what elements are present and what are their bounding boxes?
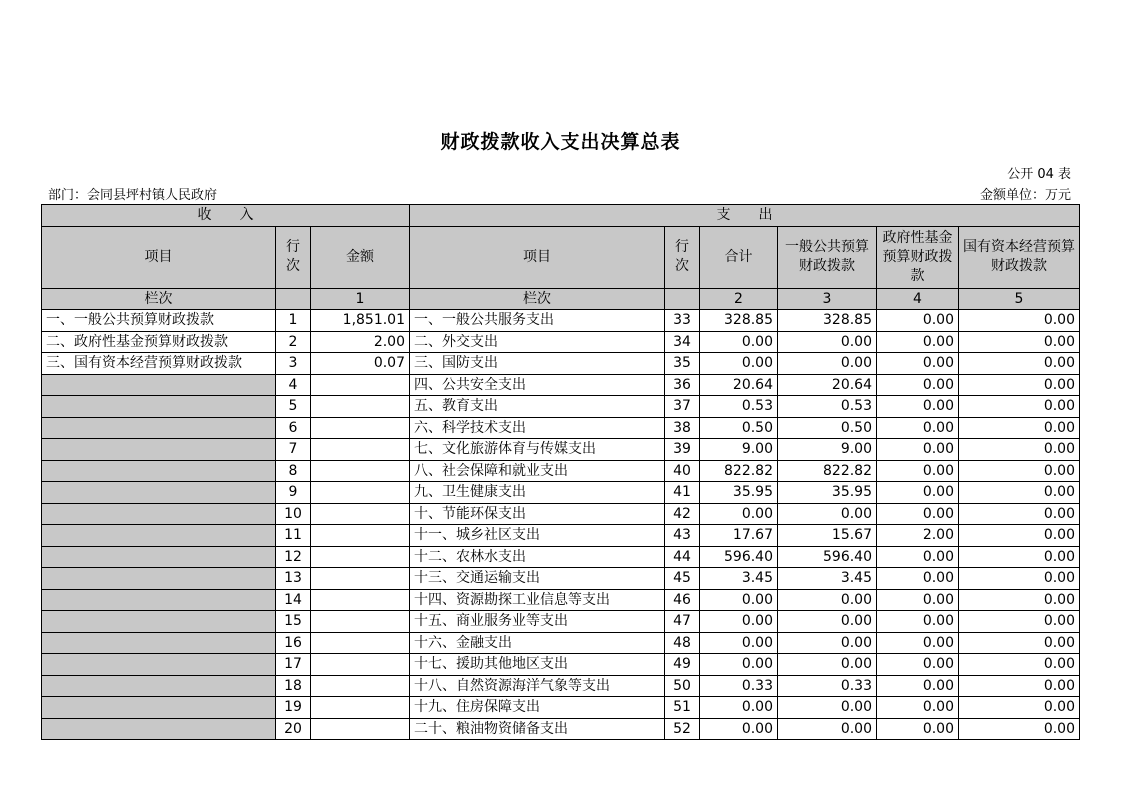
col-no-5: 5 — [959, 288, 1080, 310]
expense-item-cell: 十二、农林水支出 — [410, 546, 665, 568]
expense-state-cell: 0.00 — [959, 374, 1080, 396]
income-amount-cell — [311, 632, 410, 654]
expense-fund-cell: 0.00 — [877, 632, 959, 654]
expense-state-cell: 0.00 — [959, 718, 1080, 740]
expense-total-cell: 0.50 — [700, 417, 778, 439]
income-row-number: 7 — [276, 439, 311, 461]
income-item-cell — [42, 396, 276, 418]
table-row — [42, 331, 1080, 353]
income-item-cell — [42, 503, 276, 525]
col-header-fund: 政府性基金预算财政拨款 — [877, 226, 959, 288]
expense-fund-cell: 2.00 — [877, 525, 959, 547]
expense-general-cell: 0.00 — [778, 611, 877, 633]
expense-general-cell: 0.00 — [778, 718, 877, 740]
expense-total-cell: 9.00 — [700, 439, 778, 461]
expense-general-cell: 0.00 — [778, 589, 877, 611]
expense-fund-cell: 0.00 — [877, 568, 959, 590]
form-number: 公开 04 表 — [1007, 167, 1071, 182]
income-row-number: 9 — [276, 482, 311, 504]
expense-general-cell: 822.82 — [778, 460, 877, 482]
col-no-2: 2 — [700, 288, 778, 310]
income-row-number: 5 — [276, 396, 311, 418]
expense-row-number: 49 — [665, 654, 700, 676]
expense-row-number: 41 — [665, 482, 700, 504]
expense-item-cell: 六、科学技术支出 — [410, 417, 665, 439]
expense-item-cell: 二、外交支出 — [410, 331, 665, 353]
col-no-3: 3 — [778, 288, 877, 310]
table-row — [42, 697, 1080, 719]
expense-item-cell: 一、一般公共服务支出 — [410, 310, 665, 332]
expense-fund-cell: 0.00 — [877, 417, 959, 439]
expense-general-cell: 0.00 — [778, 353, 877, 375]
expense-state-cell: 0.00 — [959, 654, 1080, 676]
col-header-expense-row: 行次 — [665, 226, 700, 288]
expense-total-cell: 17.67 — [700, 525, 778, 547]
income-row-number: 17 — [276, 654, 311, 676]
expense-state-cell: 0.00 — [959, 546, 1080, 568]
income-amount-cell: 2.00 — [311, 331, 410, 353]
income-row-number: 19 — [276, 697, 311, 719]
expense-state-cell: 0.00 — [959, 396, 1080, 418]
expense-general-cell: 9.00 — [778, 439, 877, 461]
expense-total-cell: 0.00 — [700, 697, 778, 719]
expense-row-number: 40 — [665, 460, 700, 482]
expense-row-number: 46 — [665, 589, 700, 611]
income-row-number: 14 — [276, 589, 311, 611]
income-row-number: 6 — [276, 417, 311, 439]
table-row — [42, 417, 1080, 439]
table-row — [42, 503, 1080, 525]
expense-item-cell: 十七、援助其他地区支出 — [410, 654, 665, 676]
income-row-number: 18 — [276, 675, 311, 697]
expense-general-cell: 3.45 — [778, 568, 877, 590]
expense-state-cell: 0.00 — [959, 331, 1080, 353]
expense-state-cell: 0.00 — [959, 310, 1080, 332]
income-item-cell — [42, 589, 276, 611]
income-row-number: 4 — [276, 374, 311, 396]
expense-total-cell: 0.00 — [700, 611, 778, 633]
table-row — [42, 632, 1080, 654]
expense-general-cell: 0.33 — [778, 675, 877, 697]
expense-row-number: 50 — [665, 675, 700, 697]
col-header-state: 国有资本经营预算财政拨款 — [959, 226, 1080, 288]
income-row-number: 11 — [276, 525, 311, 547]
income-row-number: 13 — [276, 568, 311, 590]
table-row — [42, 482, 1080, 504]
page-title: 财政拨款收入支出决算总表 — [440, 131, 681, 153]
expense-general-cell: 0.53 — [778, 396, 877, 418]
expense-general-cell: 20.64 — [778, 374, 877, 396]
expense-fund-cell: 0.00 — [877, 611, 959, 633]
expense-general-cell: 0.00 — [778, 654, 877, 676]
expense-total-cell: 0.33 — [700, 675, 778, 697]
income-item-cell — [42, 568, 276, 590]
expense-row-number: 44 — [665, 546, 700, 568]
expense-fund-cell: 0.00 — [877, 396, 959, 418]
income-amount-cell — [311, 482, 410, 504]
col-header-total: 合计 — [700, 226, 778, 288]
expense-item-cell: 十九、住房保障支出 — [410, 697, 665, 719]
expense-item-cell: 十五、商业服务业等支出 — [410, 611, 665, 633]
expense-fund-cell: 0.00 — [877, 460, 959, 482]
expense-state-cell: 0.00 — [959, 675, 1080, 697]
expense-total-cell: 596.40 — [700, 546, 778, 568]
expense-item-cell: 四、公共安全支出 — [410, 374, 665, 396]
expense-item-cell: 十八、自然资源海洋气象等支出 — [410, 675, 665, 697]
income-item-cell: 二、政府性基金预算财政拨款 — [42, 331, 276, 353]
col-no-4: 4 — [877, 288, 959, 310]
expense-item-cell: 五、教育支出 — [410, 396, 665, 418]
expense-state-cell: 0.00 — [959, 482, 1080, 504]
expense-total-cell: 0.00 — [700, 589, 778, 611]
table-row — [42, 525, 1080, 547]
amount-unit-label: 金额单位：万元 — [979, 188, 1071, 203]
expense-total-cell: 0.00 — [700, 331, 778, 353]
income-amount-cell — [311, 546, 410, 568]
table-row — [42, 310, 1080, 332]
table-row — [42, 396, 1080, 418]
budget-table — [41, 204, 1080, 740]
table-row — [42, 589, 1080, 611]
col-header-expense-item: 项目 — [410, 226, 665, 288]
expense-row-number: 48 — [665, 632, 700, 654]
expense-fund-cell: 0.00 — [877, 654, 959, 676]
income-row-number: 2 — [276, 331, 311, 353]
expense-row-number: 51 — [665, 697, 700, 719]
expense-general-cell: 328.85 — [778, 310, 877, 332]
expense-row-number: 43 — [665, 525, 700, 547]
expense-state-cell: 0.00 — [959, 353, 1080, 375]
income-amount-cell — [311, 525, 410, 547]
expense-general-cell: 0.00 — [778, 503, 877, 525]
expense-fund-cell: 0.00 — [877, 697, 959, 719]
income-item-cell — [42, 482, 276, 504]
expense-fund-cell: 0.00 — [877, 718, 959, 740]
income-row-number: 8 — [276, 460, 311, 482]
expense-row-number: 38 — [665, 417, 700, 439]
table-row — [42, 654, 1080, 676]
income-row-number: 15 — [276, 611, 311, 633]
expense-item-cell: 九、卫生健康支出 — [410, 482, 665, 504]
expense-state-cell: 0.00 — [959, 460, 1080, 482]
expense-state-cell: 0.00 — [959, 589, 1080, 611]
col-no-empty — [276, 288, 311, 310]
expense-fund-cell: 0.00 — [877, 331, 959, 353]
expense-total-cell: 0.00 — [700, 654, 778, 676]
col-no-1: 1 — [311, 288, 410, 310]
expense-fund-cell: 0.00 — [877, 675, 959, 697]
expense-item-cell: 十一、城乡社区支出 — [410, 525, 665, 547]
income-item-cell — [42, 697, 276, 719]
income-amount-cell — [311, 654, 410, 676]
income-item-cell — [42, 546, 276, 568]
expense-fund-cell: 0.00 — [877, 353, 959, 375]
income-amount-cell — [311, 374, 410, 396]
income-amount-cell — [311, 589, 410, 611]
expense-state-cell: 0.00 — [959, 439, 1080, 461]
income-item-cell: 一、一般公共预算财政拨款 — [42, 310, 276, 332]
table-row — [42, 568, 1080, 590]
table-row — [42, 718, 1080, 740]
income-amount-cell — [311, 718, 410, 740]
expense-total-cell: 3.45 — [700, 568, 778, 590]
income-amount-cell — [311, 460, 410, 482]
expense-row-number: 42 — [665, 503, 700, 525]
expense-total-cell: 0.53 — [700, 396, 778, 418]
income-item-cell — [42, 374, 276, 396]
expense-row-number: 47 — [665, 611, 700, 633]
department-label: 部门：会同县坪村镇人民政府 — [48, 188, 218, 203]
expense-item-cell: 三、国防支出 — [410, 353, 665, 375]
expense-item-cell: 二十、粮油物资储备支出 — [410, 718, 665, 740]
expense-general-cell: 0.00 — [778, 697, 877, 719]
expense-item-cell: 七、文化旅游体育与传媒支出 — [410, 439, 665, 461]
income-item-cell: 三、国有资本经营预算财政拨款 — [42, 353, 276, 375]
income-row-number: 10 — [276, 503, 311, 525]
expense-state-cell: 0.00 — [959, 697, 1080, 719]
income-amount-cell — [311, 675, 410, 697]
col-no-label-expense: 栏次 — [410, 288, 665, 310]
expense-fund-cell: 0.00 — [877, 546, 959, 568]
col-no-label-income: 栏次 — [42, 288, 276, 310]
expense-total-cell: 20.64 — [700, 374, 778, 396]
income-amount-cell — [311, 439, 410, 461]
expense-fund-cell: 0.00 — [877, 589, 959, 611]
expense-row-number: 45 — [665, 568, 700, 590]
col-header-income-row: 行次 — [276, 226, 311, 288]
expense-total-cell: 0.00 — [700, 353, 778, 375]
expense-total-cell: 0.00 — [700, 503, 778, 525]
col-header-general: 一般公共预算财政拨款 — [778, 226, 877, 288]
expense-total-cell: 0.00 — [700, 632, 778, 654]
table-row — [42, 460, 1080, 482]
income-item-cell — [42, 525, 276, 547]
income-item-cell — [42, 654, 276, 676]
expense-item-cell: 十、节能环保支出 — [410, 503, 665, 525]
table-row — [42, 439, 1080, 461]
income-item-cell — [42, 417, 276, 439]
income-row-number: 1 — [276, 310, 311, 332]
col-no-empty — [665, 288, 700, 310]
income-amount-cell — [311, 697, 410, 719]
expense-state-cell: 0.00 — [959, 417, 1080, 439]
income-amount-cell — [311, 417, 410, 439]
income-amount-cell — [311, 503, 410, 525]
income-item-cell — [42, 632, 276, 654]
expense-state-cell: 0.00 — [959, 525, 1080, 547]
expense-row-number: 52 — [665, 718, 700, 740]
income-row-number: 3 — [276, 353, 311, 375]
expense-row-number: 35 — [665, 353, 700, 375]
expense-fund-cell: 0.00 — [877, 439, 959, 461]
income-section-header: 收 入 — [42, 205, 410, 227]
expense-state-cell: 0.00 — [959, 611, 1080, 633]
income-amount-cell — [311, 396, 410, 418]
expense-fund-cell: 0.00 — [877, 310, 959, 332]
expense-row-number: 36 — [665, 374, 700, 396]
income-amount-cell — [311, 611, 410, 633]
expense-total-cell: 328.85 — [700, 310, 778, 332]
income-item-cell — [42, 675, 276, 697]
expense-row-number: 34 — [665, 331, 700, 353]
table-row — [42, 374, 1080, 396]
expense-item-cell: 八、社会保障和就业支出 — [410, 460, 665, 482]
income-item-cell — [42, 439, 276, 461]
expense-fund-cell: 0.00 — [877, 374, 959, 396]
expense-general-cell: 0.00 — [778, 331, 877, 353]
income-amount-cell — [311, 568, 410, 590]
income-amount-cell: 0.07 — [311, 353, 410, 375]
expense-fund-cell: 0.00 — [877, 503, 959, 525]
expense-general-cell: 0.50 — [778, 417, 877, 439]
expense-general-cell: 596.40 — [778, 546, 877, 568]
income-item-cell — [42, 718, 276, 740]
expense-section-header: 支 出 — [410, 205, 1080, 227]
col-header-income-amount: 金额 — [311, 226, 410, 288]
income-row-number: 16 — [276, 632, 311, 654]
expense-total-cell: 822.82 — [700, 460, 778, 482]
expense-item-cell: 十三、交通运输支出 — [410, 568, 665, 590]
col-header-income-item: 项目 — [42, 226, 276, 288]
table-row — [42, 675, 1080, 697]
expense-state-cell: 0.00 — [959, 503, 1080, 525]
expense-row-number: 39 — [665, 439, 700, 461]
expense-item-cell: 十六、金融支出 — [410, 632, 665, 654]
expense-total-cell: 0.00 — [700, 718, 778, 740]
table-row — [42, 611, 1080, 633]
expense-total-cell: 35.95 — [700, 482, 778, 504]
expense-row-number: 37 — [665, 396, 700, 418]
expense-state-cell: 0.00 — [959, 568, 1080, 590]
table-row — [42, 353, 1080, 375]
expense-item-cell: 十四、资源勘探工业信息等支出 — [410, 589, 665, 611]
table-row — [42, 546, 1080, 568]
expense-row-number: 33 — [665, 310, 700, 332]
expense-general-cell: 15.67 — [778, 525, 877, 547]
income-amount-cell: 1,851.01 — [311, 310, 410, 332]
expense-general-cell: 35.95 — [778, 482, 877, 504]
income-item-cell — [42, 611, 276, 633]
income-row-number: 20 — [276, 718, 311, 740]
expense-general-cell: 0.00 — [778, 632, 877, 654]
income-item-cell — [42, 460, 276, 482]
expense-state-cell: 0.00 — [959, 632, 1080, 654]
income-row-number: 12 — [276, 546, 311, 568]
expense-fund-cell: 0.00 — [877, 482, 959, 504]
